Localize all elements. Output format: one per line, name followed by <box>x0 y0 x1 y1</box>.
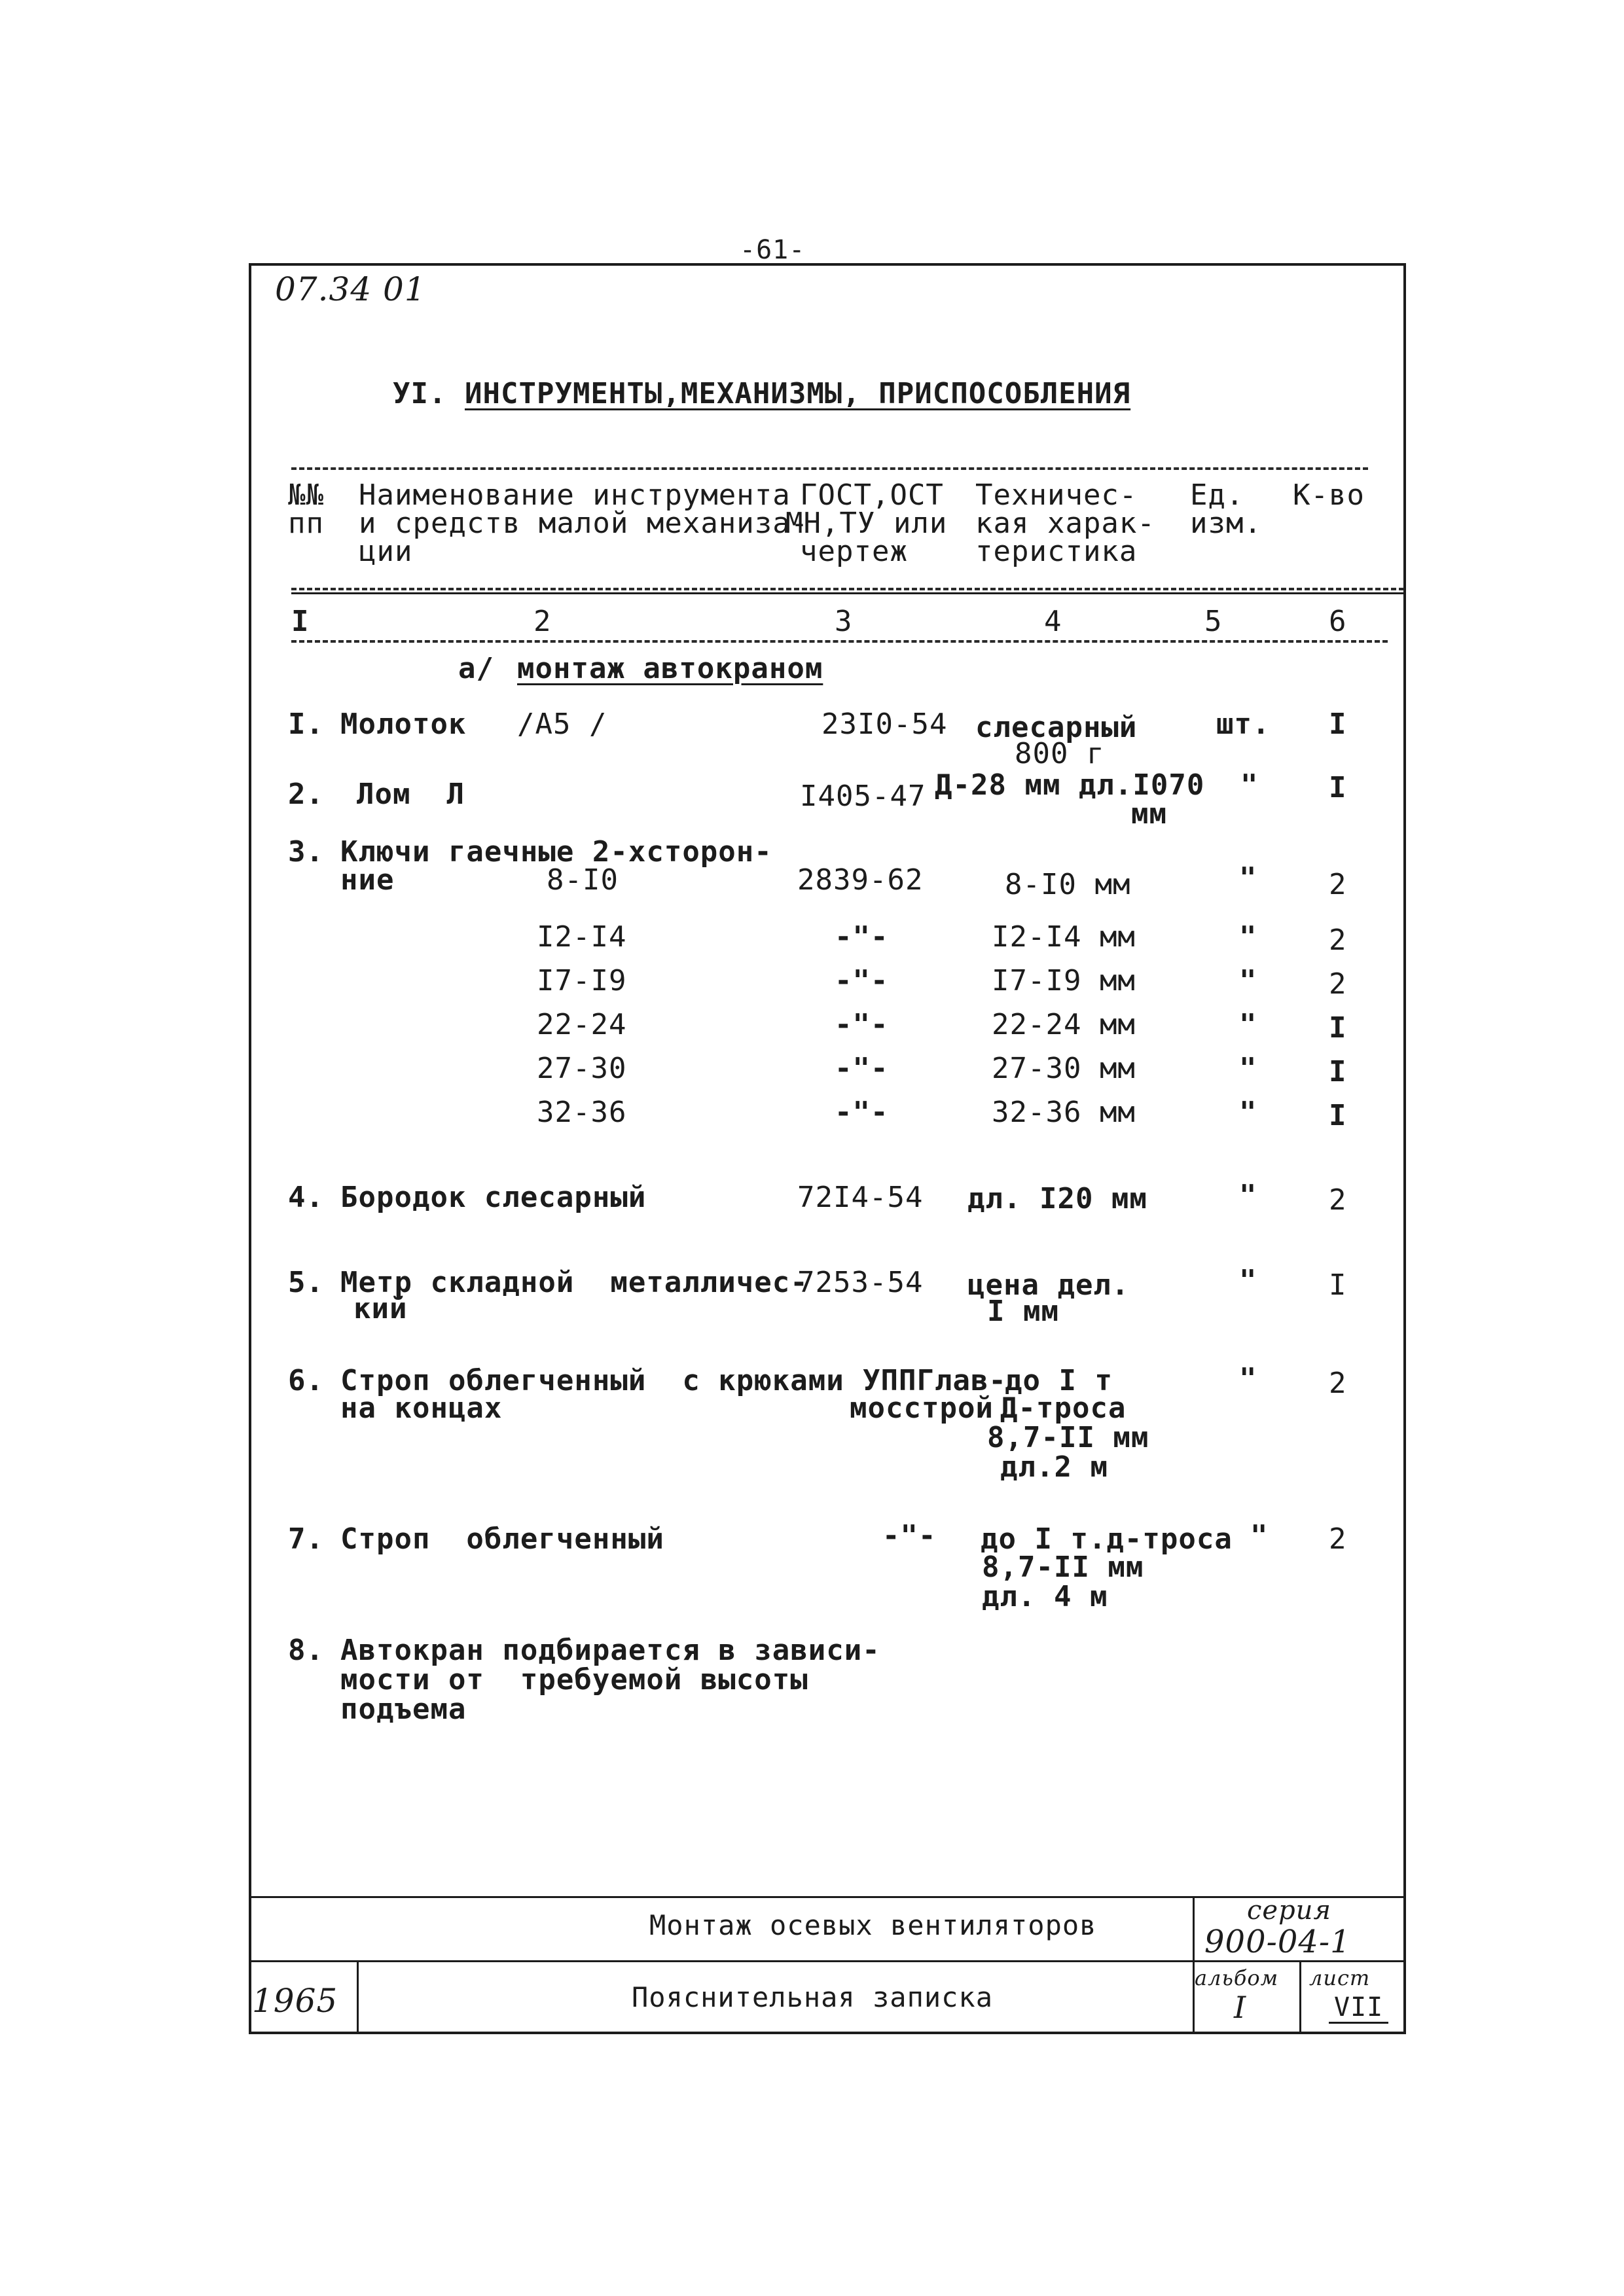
row-spec-line3: 8,7-II мм <box>987 1421 1149 1454</box>
row-name: Строп облегченный <box>340 1522 664 1556</box>
stamp-series-label: серия <box>1247 1895 1331 1926</box>
column-number-3: 3 <box>835 605 853 638</box>
stamp-year: 1965 <box>252 1982 338 2020</box>
row-spec-line4: дл.2 м <box>1000 1450 1108 1484</box>
header-top-rule <box>291 467 1368 470</box>
row-unit: " <box>1240 768 1259 802</box>
column-number-1: I <box>291 605 310 638</box>
sub-item-unit: " <box>1239 1052 1257 1085</box>
row-gost: I405-47 <box>800 780 926 813</box>
row-name: Лом Л <box>357 778 465 811</box>
stamp-title-2: Пояснительная записка <box>632 1981 994 2013</box>
row-gost: 23I0-54 <box>821 708 948 741</box>
header-col1-line1: №№ <box>288 478 324 512</box>
header-col4-line1: Техничес- <box>975 478 1138 512</box>
header-col3-line3: чертеж <box>800 535 908 568</box>
section-number: УI. <box>393 377 447 410</box>
sub-item-spec: 8-I0 мм <box>1005 868 1131 901</box>
row-qty: 2 <box>1329 1367 1347 1400</box>
sub-item-spec: 32-36 мм <box>992 1096 1136 1129</box>
sub-item-qty: 2 <box>1329 967 1347 1001</box>
stamp-sheet-value: VII <box>1329 1993 1388 2024</box>
sub-item-size: 8-I0 <box>547 863 619 897</box>
sub-item-unit: " <box>1239 964 1257 997</box>
row-number: 8. <box>288 1634 324 1667</box>
row-number: 3. <box>288 835 324 869</box>
stamp-year-divider <box>357 1960 359 2034</box>
header-col2-line2: и средств малой механиза- <box>359 507 809 540</box>
sub-item-spec: 27-30 мм <box>992 1052 1136 1085</box>
sub-item-qty: I <box>1329 1055 1347 1088</box>
row-name-line1: Автокран подбирается в зависи- <box>340 1634 880 1667</box>
column-number-5: 5 <box>1204 605 1223 638</box>
sub-item-qty: I <box>1329 1099 1347 1132</box>
header-col3-line2: МН,ТУ или <box>785 507 948 540</box>
header-col5-line1: Ед. <box>1190 478 1244 512</box>
sub-item-size: 32-36 <box>537 1096 627 1129</box>
header-col4-line3: теристика <box>975 535 1138 568</box>
sub-item-unit: " <box>1239 1008 1257 1041</box>
row-gost: -"- <box>882 1519 937 1552</box>
row-number: 6. <box>288 1364 324 1397</box>
sub-item-qty: 2 <box>1329 868 1347 901</box>
page-number: -61- <box>740 235 806 265</box>
header-col2-line3: ции <box>359 535 413 568</box>
row-unit: " <box>1250 1519 1269 1552</box>
row-spec-line1: слесарный <box>975 711 1138 744</box>
subsection-title <box>517 652 823 685</box>
row-spec: дл. I20 мм <box>967 1182 1147 1215</box>
row-name-line2: мости от требуемой высоты <box>340 1663 808 1696</box>
row-gost: 72I4-54 <box>797 1181 924 1214</box>
row-unit: шт. <box>1216 708 1271 741</box>
column-numbers-rule <box>291 640 1388 643</box>
row-spec-line2: Д-троса <box>1000 1391 1127 1425</box>
header-col6-line1: К-во <box>1293 478 1365 512</box>
sub-item-unit: " <box>1239 861 1257 895</box>
subsection-title-text: монтаж автокраном <box>517 652 823 685</box>
sub-item-size: I2-I4 <box>537 920 627 954</box>
sub-item-unit: " <box>1239 920 1257 954</box>
stamp-album-label: альбом <box>1195 1965 1279 1990</box>
row-qty: I <box>1329 771 1347 804</box>
section-title: ИНСТРУМЕНТЫ,МЕХАНИЗМЫ, ПРИСПОСОБЛЕНИЯ <box>465 377 1131 410</box>
row-spec-line2: 8,7-II мм <box>982 1551 1144 1584</box>
row-unit: " <box>1239 1362 1257 1395</box>
column-number-4: 4 <box>1044 605 1062 638</box>
header-col2-line1: Наименование инструмента <box>359 478 791 512</box>
sub-item-spec: I2-I4 мм <box>992 920 1136 954</box>
header-col1-line2: пп <box>288 507 324 540</box>
document-code: 07.34 01 <box>275 270 426 308</box>
column-number-6: 6 <box>1329 605 1347 638</box>
header-col4-line2: кая харак- <box>975 507 1155 540</box>
row-unit: " <box>1239 1179 1257 1212</box>
sub-item-spec: 22-24 мм <box>992 1008 1136 1041</box>
column-number-2: 2 <box>533 605 552 638</box>
stamp-sheet-label: лист <box>1309 1965 1371 1990</box>
row-gost-line2: мосстрой <box>850 1391 994 1425</box>
row-name-line1: Ключи гаечные 2-хсторон- <box>340 835 772 869</box>
row-number: 7. <box>288 1522 324 1556</box>
sub-item-spec: I7-I9 мм <box>992 964 1136 997</box>
row-spec-line2: 800 г <box>1015 737 1105 770</box>
row-number: 2. <box>288 778 324 811</box>
sub-item-gost: -"- <box>835 1008 889 1041</box>
row-number: 5. <box>288 1266 324 1299</box>
stamp-album-divider <box>1299 1960 1301 2034</box>
sub-item-qty: 2 <box>1329 924 1347 957</box>
subsection-prefix: а/ <box>458 652 494 685</box>
header-bottom-rule <box>291 588 1404 590</box>
row-gost: 7253-54 <box>797 1266 924 1299</box>
sub-item-size: 22-24 <box>537 1008 627 1041</box>
row-name: Бородок слесарный <box>340 1181 647 1214</box>
row-name-line1: Метр складной металличес- <box>340 1266 808 1299</box>
row-name-line2: на концах <box>340 1391 503 1425</box>
row-number: 4. <box>288 1181 324 1214</box>
row-number: I. <box>288 708 324 741</box>
row-spec-line1: цена дел. <box>967 1268 1130 1302</box>
sub-item-size: 27-30 <box>537 1052 627 1085</box>
stamp-album-value: I <box>1234 1990 1247 2025</box>
row-qty: 2 <box>1329 1183 1347 1217</box>
row-qty: I <box>1329 1268 1347 1302</box>
stamp-series-value: 900-04-1 <box>1204 1924 1351 1960</box>
stamp-middle-rule <box>249 1960 1406 1962</box>
row-spec-line1: Д-28 мм дл.I070 <box>935 768 1205 802</box>
row-gost-line1: УППГлав- <box>863 1364 1007 1397</box>
row-spec-line1: до I т.д-троса <box>981 1522 1233 1556</box>
row-name-line3: подъема <box>340 1693 467 1726</box>
row-spec-line2: I мм <box>987 1295 1059 1328</box>
sub-item-gost: -"- <box>835 1096 889 1129</box>
row-spec-line1: до I т <box>1005 1364 1113 1397</box>
row-name-line2: ние <box>340 863 395 897</box>
sub-item-gost: -"- <box>835 920 889 954</box>
row-unit: " <box>1239 1264 1257 1297</box>
sub-item-gost: 2839-62 <box>797 863 924 897</box>
sub-item-unit: " <box>1239 1096 1257 1129</box>
header-col5-line2: изм. <box>1190 507 1262 540</box>
stamp-title-1: Монтаж осевых вентиляторов <box>649 1909 1097 1941</box>
row-name: Молоток <box>340 708 467 741</box>
row-qty: 2 <box>1329 1522 1347 1556</box>
sub-item-gost: -"- <box>835 964 889 997</box>
sub-item-qty: I <box>1329 1011 1347 1045</box>
row-note: /А5 / <box>517 708 607 741</box>
header-bottom-rule-solid <box>291 592 1404 594</box>
row-qty: I <box>1329 708 1347 741</box>
row-name-line1: Строп облегченный с крюками <box>340 1364 844 1397</box>
row-name-line2: кий <box>353 1292 408 1325</box>
sub-item-size: I7-I9 <box>537 964 627 997</box>
row-spec-line2: мм <box>1131 797 1167 831</box>
header-col3-line1: ГОСТ,ОСТ <box>800 478 944 512</box>
stamp-top-rule <box>249 1896 1406 1898</box>
row-spec-line3: дл. 4 м <box>982 1580 1108 1613</box>
sub-item-gost: -"- <box>835 1052 889 1085</box>
